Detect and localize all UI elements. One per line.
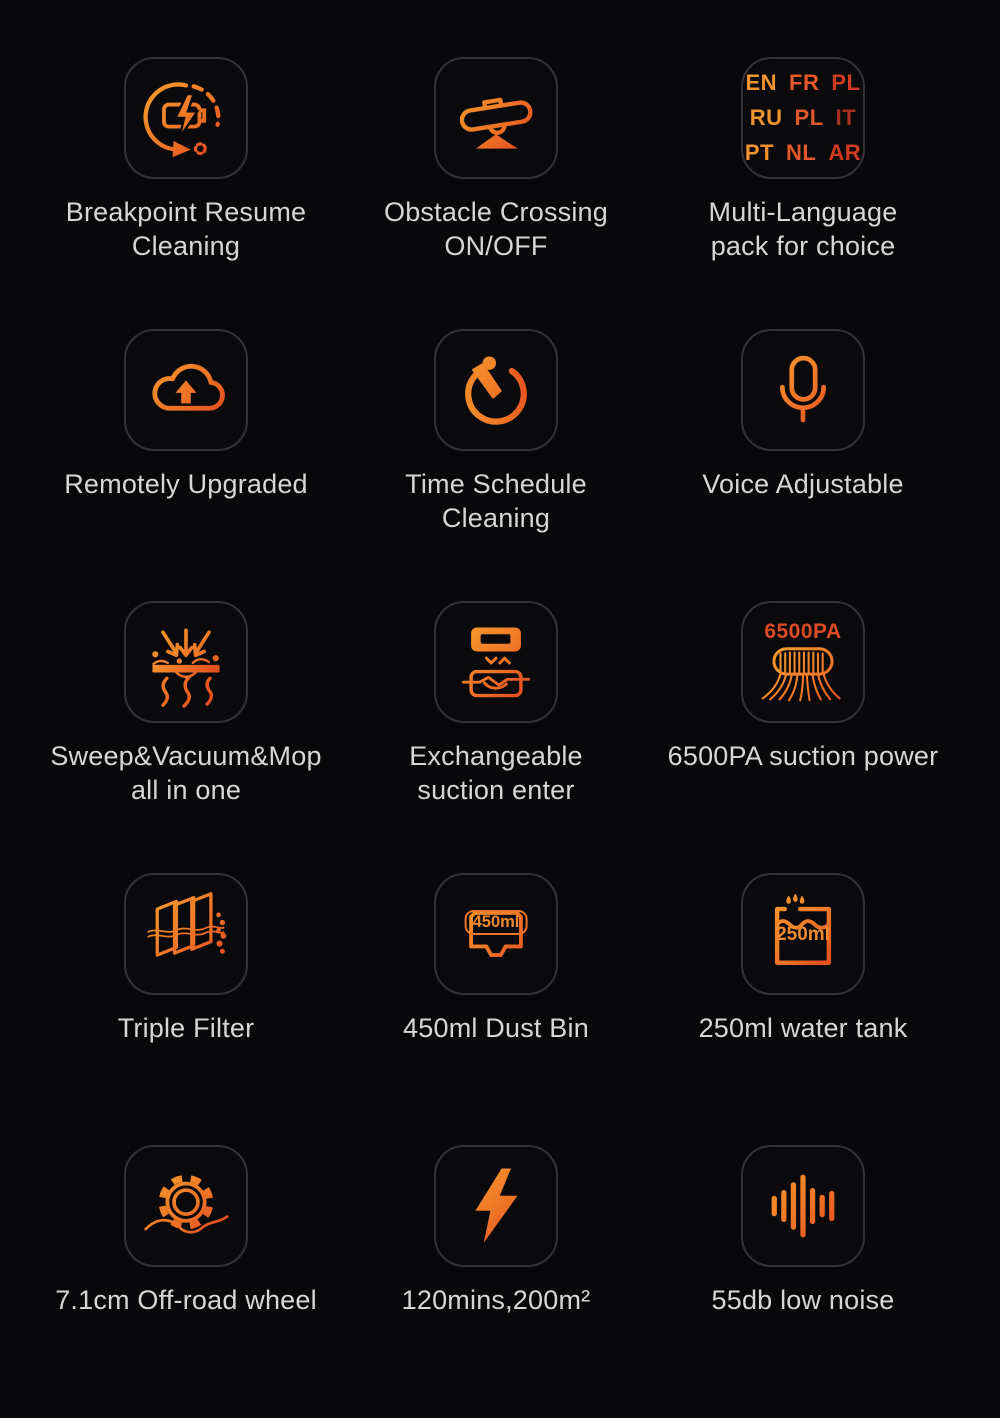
sweep-vacuum-mop-tile — [124, 601, 248, 723]
lightning-bolt-icon — [451, 1161, 541, 1251]
feature-label — [405, 467, 587, 535]
label-line: 120mins,200m² — [401, 1285, 591, 1315]
feature-label — [50, 739, 321, 807]
label-line: 250ml water tank — [698, 1013, 908, 1043]
language-row — [745, 105, 861, 131]
label-line: ON/OFF — [444, 231, 548, 261]
feature-low-noise — [650, 1145, 956, 1417]
suction-power-tile — [741, 601, 865, 723]
language-code: IT — [835, 105, 857, 130]
language-code: PL — [794, 105, 824, 130]
feature-triple-filter — [30, 873, 342, 1145]
feature-suction-power — [650, 601, 956, 873]
feature-remotely-upgraded — [30, 329, 342, 601]
language-code: AR — [828, 140, 862, 165]
language-code: PT — [744, 140, 774, 165]
feature-sweep-vacuum-mop — [30, 601, 342, 873]
timer-icon — [450, 344, 542, 436]
language-code: EN — [745, 70, 778, 95]
triple-filter-icon — [140, 888, 232, 980]
remotely-upgraded-tile — [124, 329, 248, 451]
feature-voice-adjustable — [650, 329, 956, 601]
language-code: NL — [786, 140, 817, 165]
suction-power-icon — [758, 620, 848, 705]
exchangeable-suction-tile — [434, 601, 558, 723]
feature-off-road-wheel — [30, 1145, 342, 1417]
cloud-upload-icon — [140, 344, 232, 436]
label-line: Multi-Language — [708, 197, 898, 227]
microphone-icon — [758, 345, 848, 435]
label-line: 7.1cm Off-road wheel — [55, 1285, 317, 1315]
feature-label — [384, 195, 608, 263]
suction-rating-text: 6500PA — [764, 619, 842, 643]
voice-adjustable-tile — [741, 329, 865, 451]
watertank-capacity-text: 250ml — [776, 924, 830, 945]
feature-label — [668, 739, 939, 773]
water-tank-tile — [741, 873, 865, 995]
language-row — [745, 140, 861, 166]
feature-label — [55, 1283, 317, 1317]
triple-filter-tile — [124, 873, 248, 995]
feature-time-schedule — [342, 329, 650, 601]
runtime-area-tile — [434, 1145, 558, 1267]
feature-label — [403, 1011, 589, 1045]
language-grid-icon — [745, 70, 861, 166]
feature-dust-bin — [342, 873, 650, 1145]
label-line: 55db low noise — [711, 1285, 895, 1315]
label-line: Cleaning — [441, 503, 551, 533]
feature-breakpoint-resume — [30, 57, 342, 329]
suction-swap-icon — [450, 616, 542, 708]
multi-language-tile — [741, 57, 865, 179]
off-road-wheel-tile — [124, 1145, 248, 1267]
time-schedule-tile — [434, 329, 558, 451]
label-line: Remotely Upgraded — [64, 469, 308, 499]
feature-water-tank — [650, 873, 956, 1145]
label-line: Obstacle Crossing — [384, 197, 608, 227]
label-line: Sweep&Vacuum&Mop — [50, 741, 322, 771]
obstacle-crossing-icon — [450, 72, 542, 164]
feature-label — [409, 739, 583, 807]
feature-obstacle-crossing — [342, 57, 650, 329]
language-row — [745, 70, 861, 96]
label-line: Breakpoint Resume — [65, 197, 307, 227]
feature-label — [712, 1283, 895, 1317]
feature-exchangeable-suction — [342, 601, 650, 873]
language-code: RU — [749, 105, 783, 130]
label-line: Voice Adjustable — [702, 469, 904, 499]
label-line: 6500PA suction power — [667, 741, 939, 771]
label-line: all in one — [130, 775, 242, 805]
battery-resume-icon — [140, 72, 232, 164]
feature-multi-language — [650, 57, 956, 329]
language-code: FR — [789, 70, 820, 95]
feature-runtime-area — [342, 1145, 650, 1417]
label-line: suction enter — [417, 775, 575, 805]
feature-label — [118, 1011, 255, 1045]
sound-wave-icon — [757, 1160, 849, 1252]
obstacle-crossing-tile — [434, 57, 558, 179]
label-line: Triple Filter — [117, 1013, 255, 1043]
label-line: Time Schedule — [405, 469, 587, 499]
label-line: Cleaning — [131, 231, 241, 261]
feature-label — [699, 1011, 908, 1045]
suction-fan-icon — [758, 645, 848, 705]
feature-label — [402, 1283, 591, 1317]
dustbin-capacity-badge: 450ml — [465, 910, 528, 935]
language-code: PL — [831, 70, 861, 95]
feature-label — [702, 467, 903, 501]
feature-label — [64, 467, 308, 501]
label-line: pack for choice — [710, 231, 896, 261]
breakpoint-resume-tile — [124, 57, 248, 179]
feature-label — [709, 195, 898, 263]
label-line: 450ml Dust Bin — [403, 1013, 589, 1043]
low-noise-tile — [741, 1145, 865, 1267]
gear-wheel-icon — [140, 1160, 232, 1252]
sweep-vacuum-mop-icon — [140, 616, 232, 708]
feature-label — [66, 195, 307, 263]
label-line: Exchangeable — [409, 741, 583, 771]
dust-bin-tile — [434, 873, 558, 995]
